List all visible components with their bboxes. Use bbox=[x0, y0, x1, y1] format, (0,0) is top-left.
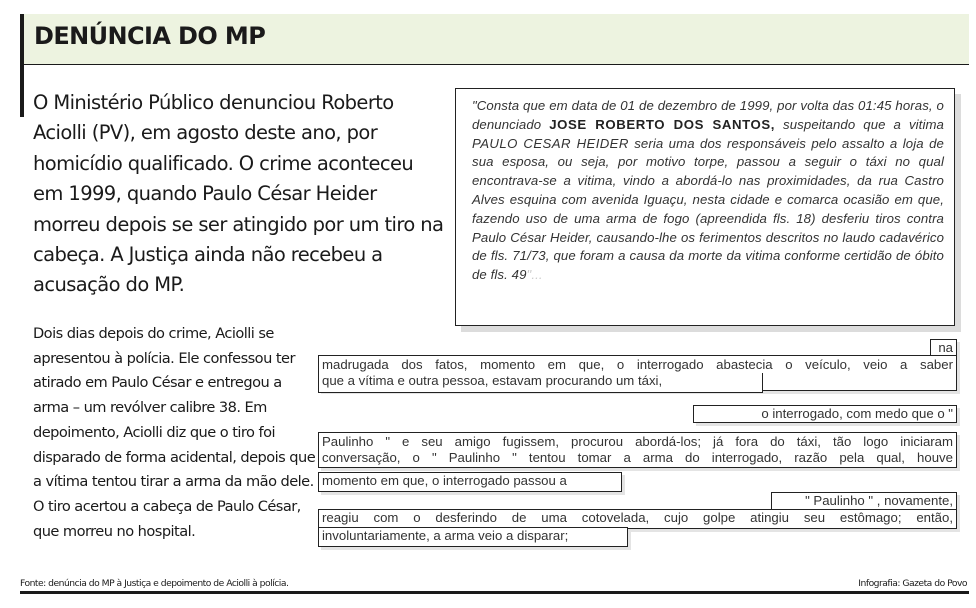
lead-paragraph: O Ministério Público denunciou Roberto Aciolli (PV), em agosto deste ano, por homicídio qualificado. O crime aconteceu em 1999, quando Paulo César Heider morreu depois se ser atingido por um tiro na cabeça. A Justiça ainda não recebeu a acusação do MP. bbox=[33, 91, 444, 297]
depoimento-strip-block-3 bbox=[318, 509, 957, 529]
depoimento-line: reagiu com o desferindo de uma cotovelada, cujo golpe atingiu seu estômago; então, bbox=[322, 510, 953, 525]
depoimento-line: conversação, o " Paulinho " tentou tomar a arma do interrogado, razão pela qual, houve bbox=[322, 450, 953, 465]
depoimento-strip-block-2 bbox=[318, 432, 957, 468]
victim-name: PAULO CESAR HEIDER bbox=[472, 135, 629, 151]
depoimento-strip: na bbox=[930, 339, 957, 356]
excerpt-part-2: suspeitando que a vitima bbox=[775, 116, 944, 132]
depoimento-strip: involuntariamente, a arma veio a disparar; bbox=[318, 527, 628, 547]
footer-rule bbox=[20, 591, 969, 594]
excerpt-part-1: "Consta que em data de 01 de dezembro de 1999, por volta das 01:45 horas, o denunciado bbox=[472, 98, 944, 132]
left-accent-rule bbox=[20, 14, 24, 117]
depoimento-strip: que a vítima e outra pessoa, estavam procurando um táxi, bbox=[318, 373, 763, 393]
excerpt-part-3: seria uma dos responsáveis pelo assalto a loja de sua esposa, ou seja, por motivo torpe, passou a seguir o táxi no qual encontrava-se a vitima, vindo a abordá-lo nas proximidades, da rua Castro Alves esquina com avenida Iguaçu, nesta cidade e comarca ocasião em que, fazendo uso de uma arma de fogo (apreendida fls. 18) desferiu tiros contra Paulo César Heider, causando-lhe os ferimentos descritos no laudo cadavérico de fls. 71/73, que foram a causa da morte da vitima conforme certidão de óbito de fls. 49 bbox=[472, 135, 944, 283]
depoimento-strip: " Paulinho " , novamente, bbox=[771, 492, 957, 510]
denuncia-excerpt-box bbox=[455, 88, 955, 326]
page-title: DENÚNCIA DO MP bbox=[34, 22, 266, 50]
infographic-credit: Infografia: Gazeta do Povo bbox=[858, 578, 967, 589]
depoimento-line: Paulinho " e seu amigo fugissem, procurou abordá-los; já fora do táxi, tão logo iniciaram bbox=[322, 434, 953, 449]
depoimento-strip: o interrogado, com medo que o " bbox=[693, 405, 957, 423]
depoimento-line: madrugada dos fatos, momento em que, o interrogado abastecia o veículo, veio a saber bbox=[322, 357, 953, 372]
denuncia-excerpt-text bbox=[472, 97, 944, 285]
depoimento-strip: momento em que, o interrogado passou a bbox=[318, 472, 622, 492]
accused-name: JOSE ROBERTO DOS SANTOS, bbox=[549, 116, 776, 132]
source-credit: Fonte: denúncia do MP à Justiça e depoimento de Aciolli à polícia. bbox=[20, 578, 289, 589]
excerpt-faded-trail: "... bbox=[526, 267, 543, 283]
body-paragraph: Dois dias depois do crime, Aciolli se apresentou à polícia. Ele confessou ter atirado em Paulo César e entregou a arma – um revólver calibre 38. Em depoimento, Aciolli diz que o tiro foi disparado de forma acidental, depois que a vítima tentou tirar a arma da mão dele. O tiro acertou a cabeça de Paulo César, que morreu no hospital. bbox=[33, 325, 316, 540]
